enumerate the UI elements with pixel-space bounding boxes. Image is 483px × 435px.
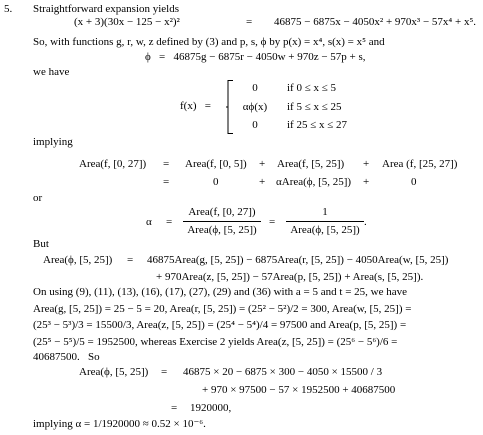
- area-eq-term3: Area (f, [25, 27]): [382, 158, 458, 170]
- area-eq2-plus2: +: [363, 176, 370, 188]
- fraction-period: .: [364, 216, 367, 228]
- area-eq-lhs: Area(f, [0, 27]): [79, 158, 147, 170]
- equation-expansion-eq: =: [246, 16, 253, 28]
- piecewise-case1-condition: if 0 ≤ x ≤ 5: [287, 82, 337, 94]
- phi-area-rhs-line1: 46875Area(g, [5, 25]) − 6875Area(r, [5, 25]) − 4050Area(w, [5, 25]): [147, 254, 449, 266]
- text-line-or: or: [33, 192, 43, 204]
- text-line-1: Straightforward expansion yields: [33, 3, 180, 15]
- equation-phi-definition: ϕ = 46875g − 6875r − 4050w + 970z − 57p + s,: [145, 51, 366, 63]
- equation-expansion-rhs: 46875 − 6875x − 4050x² + 970x³ − 57x⁴ + x⁵.: [274, 16, 477, 28]
- area-eq2-eq: =: [163, 176, 170, 188]
- fraction-2: [286, 206, 364, 237]
- phi-value-lhs: Area(ϕ, [5, 25]): [79, 366, 149, 378]
- fraction-1-bar: [183, 221, 261, 222]
- area-eq2-plus1: +: [259, 176, 266, 188]
- phi-value-eq: =: [161, 366, 168, 378]
- area-eq-term2: Area(f, [5, 25]): [277, 158, 345, 170]
- equation-expansion-lhs: (x + 3)(30x − 125 − x²)²: [74, 16, 180, 28]
- paragraph-line-2: Area(g, [5, 25]) = 25 − 5 = 20, Area(r, [5, 25]) = (25² − 5²)/2 = 300, Area(w, [5, 25]) =: [33, 303, 412, 315]
- area-eq2-zero2: 0: [411, 176, 417, 188]
- fraction-1-denominator: Area(ϕ, [5, 25]): [187, 224, 257, 236]
- area-eq2-alpha-term: αArea(ϕ, [5, 25]): [276, 176, 352, 188]
- paragraph-line-5: 40687500. So: [33, 351, 100, 363]
- alpha-eq2: =: [269, 216, 276, 228]
- area-eq-eq1: =: [163, 158, 170, 170]
- piecewise-case2-value: αϕ(x): [242, 101, 268, 113]
- area-eq-plus1: +: [259, 158, 266, 170]
- fraction-2-bar: [286, 221, 364, 222]
- fraction-2-denominator: Area(ϕ, [5, 25]): [290, 224, 360, 236]
- piecewise-lhs: f(x) =: [180, 100, 211, 112]
- text-line-3: So, with functions g, r, w, z defined by (3) and p, s, ϕ by p(x) = x⁴, s(x) = x⁵ and: [33, 36, 385, 48]
- phi-area-rhs-line2: + 970Area(z, [5, 25]) − 57Area(p, [5, 25]) + Area(s, [5, 25]).: [156, 271, 424, 283]
- phi-area-eq: =: [127, 254, 134, 266]
- phi-area-lhs: Area(ϕ, [5, 25]): [43, 254, 113, 266]
- text-line-but: But: [33, 238, 49, 250]
- area-eq-plus2: +: [363, 158, 370, 170]
- paragraph-line-4: (25⁵ − 5⁵)/5 = 1952500, whereas Exercise 2 yields Area(z, [5, 25]) = (25⁶ − 5⁶)/6 =: [33, 336, 398, 348]
- area-eq-term1: Area(f, [0, 5]): [185, 158, 247, 170]
- fraction-1: [183, 206, 261, 237]
- area-eq2-zero1: 0: [213, 176, 219, 188]
- phi-value-rhs-line2: + 970 × 97500 − 57 × 1952500 + 40687500: [202, 384, 396, 396]
- piecewise-case3-value: 0: [252, 119, 258, 131]
- phi-value-eq2: =: [171, 402, 178, 414]
- text-line-implying: implying: [33, 136, 73, 148]
- alpha-symbol: α: [146, 216, 152, 228]
- phi-value-result: 1920000,: [190, 402, 232, 414]
- paragraph-line-1: On using (9), (11), (13), (16), (17), (27), (29) and (36) with a = 5 and t = 25, we have: [33, 286, 407, 298]
- piecewise-case2-condition: if 5 ≤ x ≤ 25: [287, 101, 342, 113]
- text-line-we-have: we have: [33, 66, 70, 78]
- fraction-2-numerator: 1: [322, 206, 328, 218]
- text-line-final: implying α = 1/1920000 ≈ 0.52 × 10⁻⁶.: [33, 418, 206, 430]
- paragraph-line-3: (25³ − 5³)/3 = 15500/3, Area(z, [5, 25]) = (25⁴ − 5⁴)/4 = 97500 and Area(p, [5, 25]) =: [33, 319, 407, 331]
- alpha-eq1: =: [166, 216, 173, 228]
- fraction-1-numerator: Area(f, [0, 27]): [188, 206, 256, 218]
- problem-number: 5.: [4, 3, 13, 15]
- phi-value-rhs-line1: 46875 × 20 − 6875 × 300 − 4050 × 15500 / 3: [183, 366, 383, 378]
- piecewise-case3-condition: if 25 ≤ x ≤ 27: [287, 119, 348, 131]
- piecewise-case1-value: 0: [252, 82, 258, 94]
- left-brace-icon: [226, 80, 234, 134]
